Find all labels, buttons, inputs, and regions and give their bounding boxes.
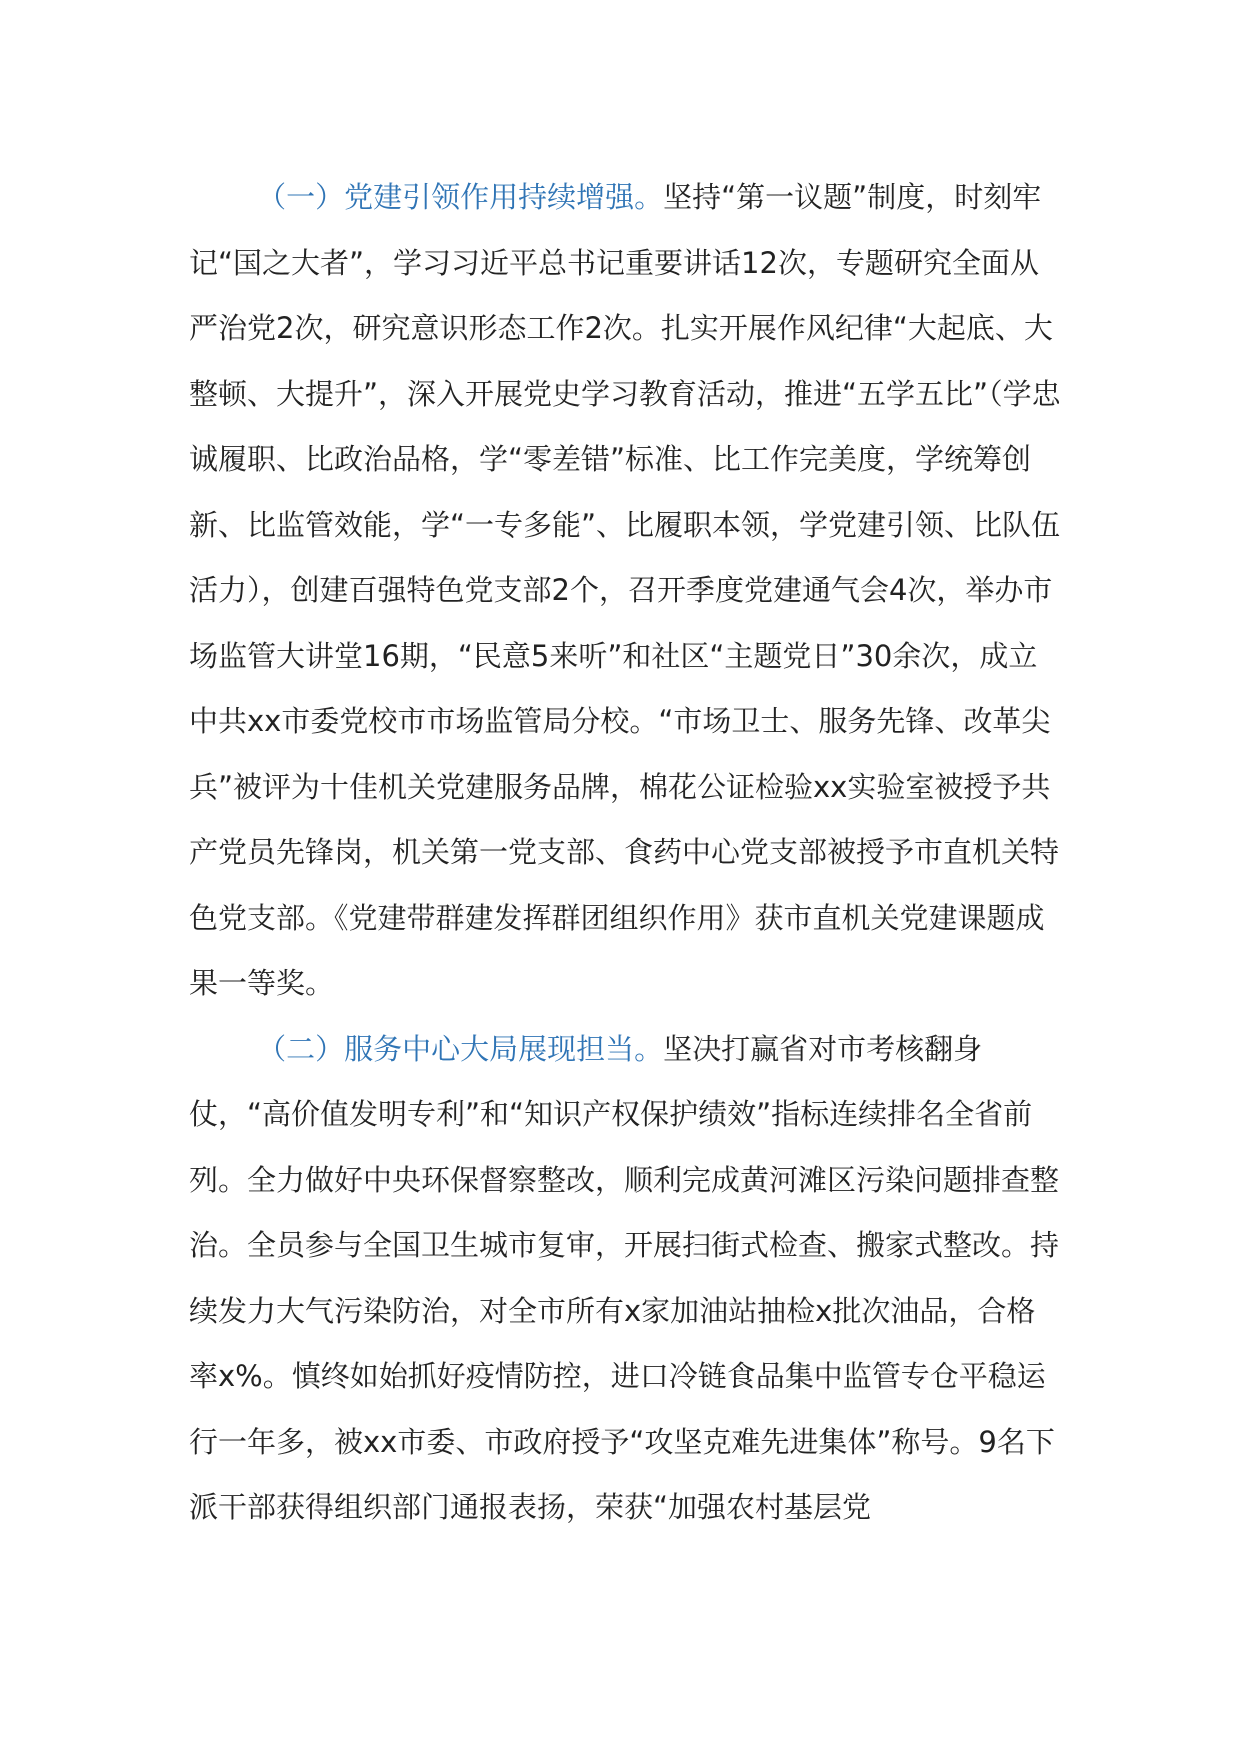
document-body [189,165,1061,1541]
paragraph-party-building [189,165,1061,1017]
paragraph-heading: （二）服务中心大局展现担当。 [257,1031,664,1066]
paragraph-heading: （一）党建引领作用持续增强。 [257,180,664,214]
paragraph-text: 坚持“第一议题”制度，时刻牢记“国之大者”，学习习近平总书记重要讲话12次，专题研究全面从严治党2次，研究意识形态工作2次。扎实开展作风纪律“大起底、大整顿、大提升”，深入开展党史学习教育活动，推进“五学五比”（学忠诚履职、比政治品格，学“零差错”标准、比工作完美度，学统筹创新、比监管效能，学“一专多能”、比履职本领，学党建引领、比队伍活力），创建百强特色党支部2个，召开季度党建通气会4次，举办市场监管大讲堂16期，“民意5来听”和社区“主题党日”30余次，成立中共xx市委党校市市场监管局分校。“市场卫士、服务先锋、改革尖兵”被评为十佳机关党建服务品牌，棉花公证检验xx实验室被授予共产党员先锋岗，机关第一党支部、食药中心党支部被授予市直机关特色党支部。《党建带群建发挥群团组织作用》获市直机关党建课题成果一等奖。 [189,180,1061,1000]
paragraph-service-center [189,1017,1061,1541]
paragraph-text: 坚决打赢省对市考核翻身仗，“高价值发明专利”和“知识产权保护绩效”指标连续排名全省前列。全力做好中央环保督察整改，顺利完成黄河滩区污染问题排查整治。全员参与全国卫生城市复审，开展扫街式检查、搬家式整改。持续发力大气污染防治，对全市所有x家加油站抽检x批次油品，合格率x%。慎终如始抓好疫情防控，进口冷链食品集中监管专仓平稳运行一年多，被xx市委、市政府授予“攻坚克难先进集体”称号。9名下派干部获得组织部门通报表扬，荣获“加强农村基层党 [189,1031,1060,1524]
